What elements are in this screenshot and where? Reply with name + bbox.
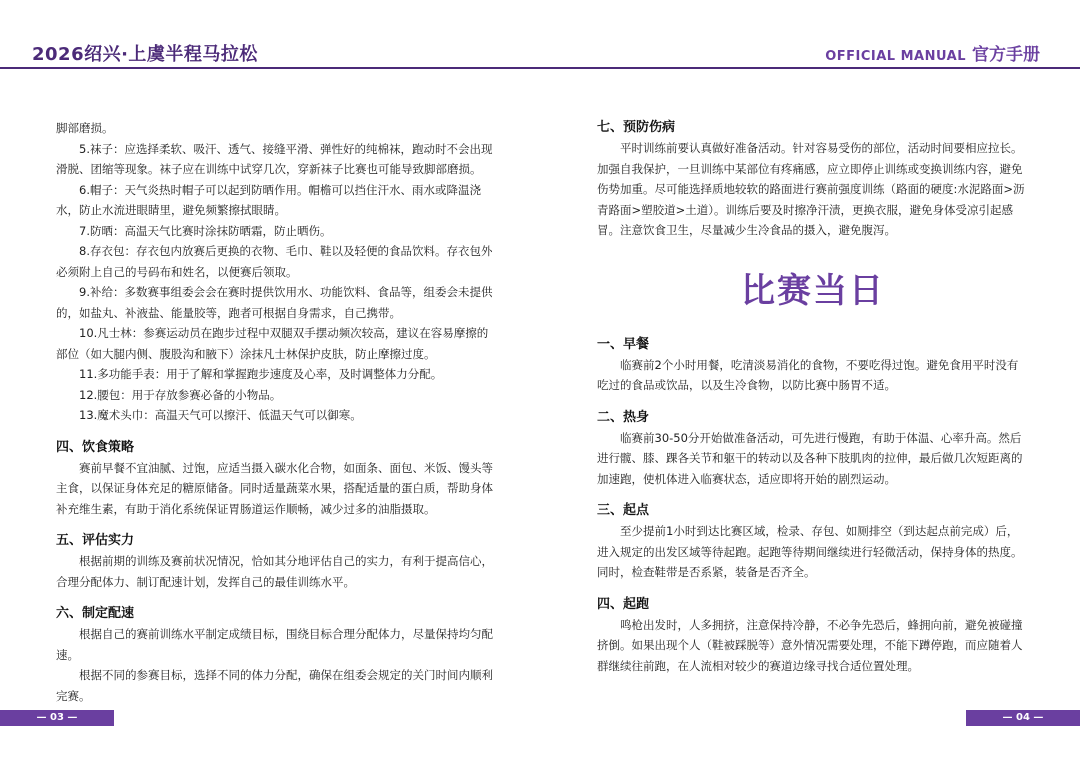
section-paragraph: 根据不同的参赛目标，选择不同的体力分配，确保在组委会规定的关门时间内顺利完赛。 (56, 668, 493, 703)
equipment-item: 6.帽子：天气炎热时帽子可以起到防晒作用。帽檐可以挡住汗水、雨水或降温浇水，防止水流进眼睛里，避免频繁擦拭眼睛。 (56, 182, 481, 217)
equipment-item: 5.袜子：应选择柔软、吸汗、透气、接缝平滑、弹性好的纯棉袜，跑动时不会出现滑脱、团缩等现象。袜子应在训练中试穿几次，穿新袜子比赛也可能导致脚部磨损。 (56, 141, 493, 176)
equipment-item: 11.多功能手表：用于了解和掌握跑步速度及心率，及时调整体力分配。 (79, 367, 443, 381)
section-paragraph: 临赛前30-50分开始做准备活动，可先进行慢跑，有助于体温、心率升高。然后进行髋、膝、踝各关节和躯干的转动以及各种下肢肌肉的拉伸，最后做几次短距离的加速跑，使机体进入临赛状态，适应即将开始的剧烈运动。 (597, 430, 1023, 486)
manual-title: 2026绍兴·上虞半程马拉松 (32, 44, 258, 65)
section-heading-warmup: 二、热身 (597, 409, 650, 425)
section-paragraph: 至少提前1小时到达比赛区域，检录、存包、如厕排空（到达起点前完成）后，进入规定的出发区域等待起跑。起跑等待期间继续进行轻微活动，保持身体的热度。同时，检查鞋带是否系紧，装备是否齐全。 (597, 524, 1023, 579)
equipment-item: 13.魔术头巾：高温天气可以擦汗、低温天气可以御寒。 (79, 408, 362, 422)
page-number-left: — 03 — (0, 710, 114, 726)
manual-label-cn: 官方手册 (972, 45, 1040, 65)
section-paragraph: 鸣枪出发时，人多拥挤，注意保持冷静，不必争先恐后，蜂拥向前，避免被碰撞挤倒。如果出现个人（鞋被踩脱等）意外情况需要处理，不能下蹲停跑，而应随着人群继续往前跑，在人流相对较少的赛道边缘寻找合适位置处理。 (597, 617, 1023, 673)
section-paragraph: 平时训练前要认真做好准备活动。针对容易受伤的部位，活动时间要相应拉长。加强自我保护，一旦训练中某部位有疼痛感，应立即停止训练或变换训练内容，避免伤势加重。尽可能选择质地较软的路面进行赛前强度训练（路面的硬度:水泥路面>沥青路面>塑胶道>土道）。训练后要及时擦净汗渍，更换衣服，避免身体受凉引起感冒。注意饮食卫生，尽量减少生冷食品的摄入，避免腹泻。 (597, 141, 1025, 237)
section-paragraph: 临赛前2个小时用餐，吃清淡易消化的食物，不要吃得过饱。避免食用平时没有吃过的食品或饮品，以及生冷食物，以防比赛中肠胃不适。 (597, 357, 1019, 392)
page-number-right: — 04 — (966, 710, 1080, 726)
right-page-column (597, 118, 1029, 676)
section-heading-start: 三、起点 (597, 503, 650, 518)
equipment-item: 12.腰包：用于存放参赛必备的小物品。 (79, 387, 282, 402)
section-paragraph: 根据自己的赛前训练水平制定成绩目标，围绕目标合理分配体力，尽量保持均匀配速。 (56, 627, 493, 662)
equipment-item: 9.补给：多数赛事组委会会在赛时提供饮用水、功能饮料、食品等，组委会未提供的，如盐丸、补液盐、能量胶等，跑者可根据自身需求，自己携带。 (56, 285, 493, 320)
section-heading-gun-start: 四、起跑 (597, 596, 650, 612)
section-heading-pace: 六、制定配速 (56, 606, 135, 621)
equipment-item: 10.凡士林：参赛运动员在跑步过程中双腿双手摆动频次较高，建议在容易摩擦的部位（如大腿内侧、腹股沟和腋下）涂抹凡士林保护皮肤，防止摩擦过度。 (56, 326, 489, 361)
manual-label-en: OFFICIAL MANUAL (825, 49, 966, 64)
header-divider (0, 67, 1080, 69)
section-heading-injury: 七、预防伤病 (597, 120, 676, 135)
section-heading-assess: 五、评估实力 (56, 533, 135, 548)
manual-label (825, 40, 1040, 65)
section-paragraph: 赛前早餐不宜油腻、过饱，应适当摄入碳水化合物，如面条、面包、米饭、馒头等主食，以保证身体充足的糖原储备。同时适量蔬菜水果，搭配适量的蛋白质，帮助身体补充维生素，有助于消化系统保证胃肠道运作顺畅，减少过多的油脂摄取。 (56, 460, 493, 516)
equipment-item: 脚部磨损。 (56, 121, 114, 135)
race-day-title: 比赛当日 (741, 270, 885, 311)
section-heading-diet: 四、饮食策略 (56, 439, 135, 455)
equipment-item: 8.存衣包：存衣包内放赛后更换的衣物、毛巾、鞋以及轻便的食品饮料。存衣包外必须附上自己的号码布和姓名，以便赛后领取。 (56, 244, 493, 279)
section-paragraph: 根据前期的训练及赛前状况情况，恰如其分地评估自己的实力，有利于提高信心，合理分配体力、制订配速计划，发挥自己的最佳训练水平。 (56, 554, 493, 589)
left-page-column (56, 118, 494, 706)
equipment-item: 7.防晒：高温天气比赛时涂抹防晒霜，防止晒伤。 (79, 223, 332, 238)
section-heading-breakfast: 一、早餐 (597, 336, 650, 352)
